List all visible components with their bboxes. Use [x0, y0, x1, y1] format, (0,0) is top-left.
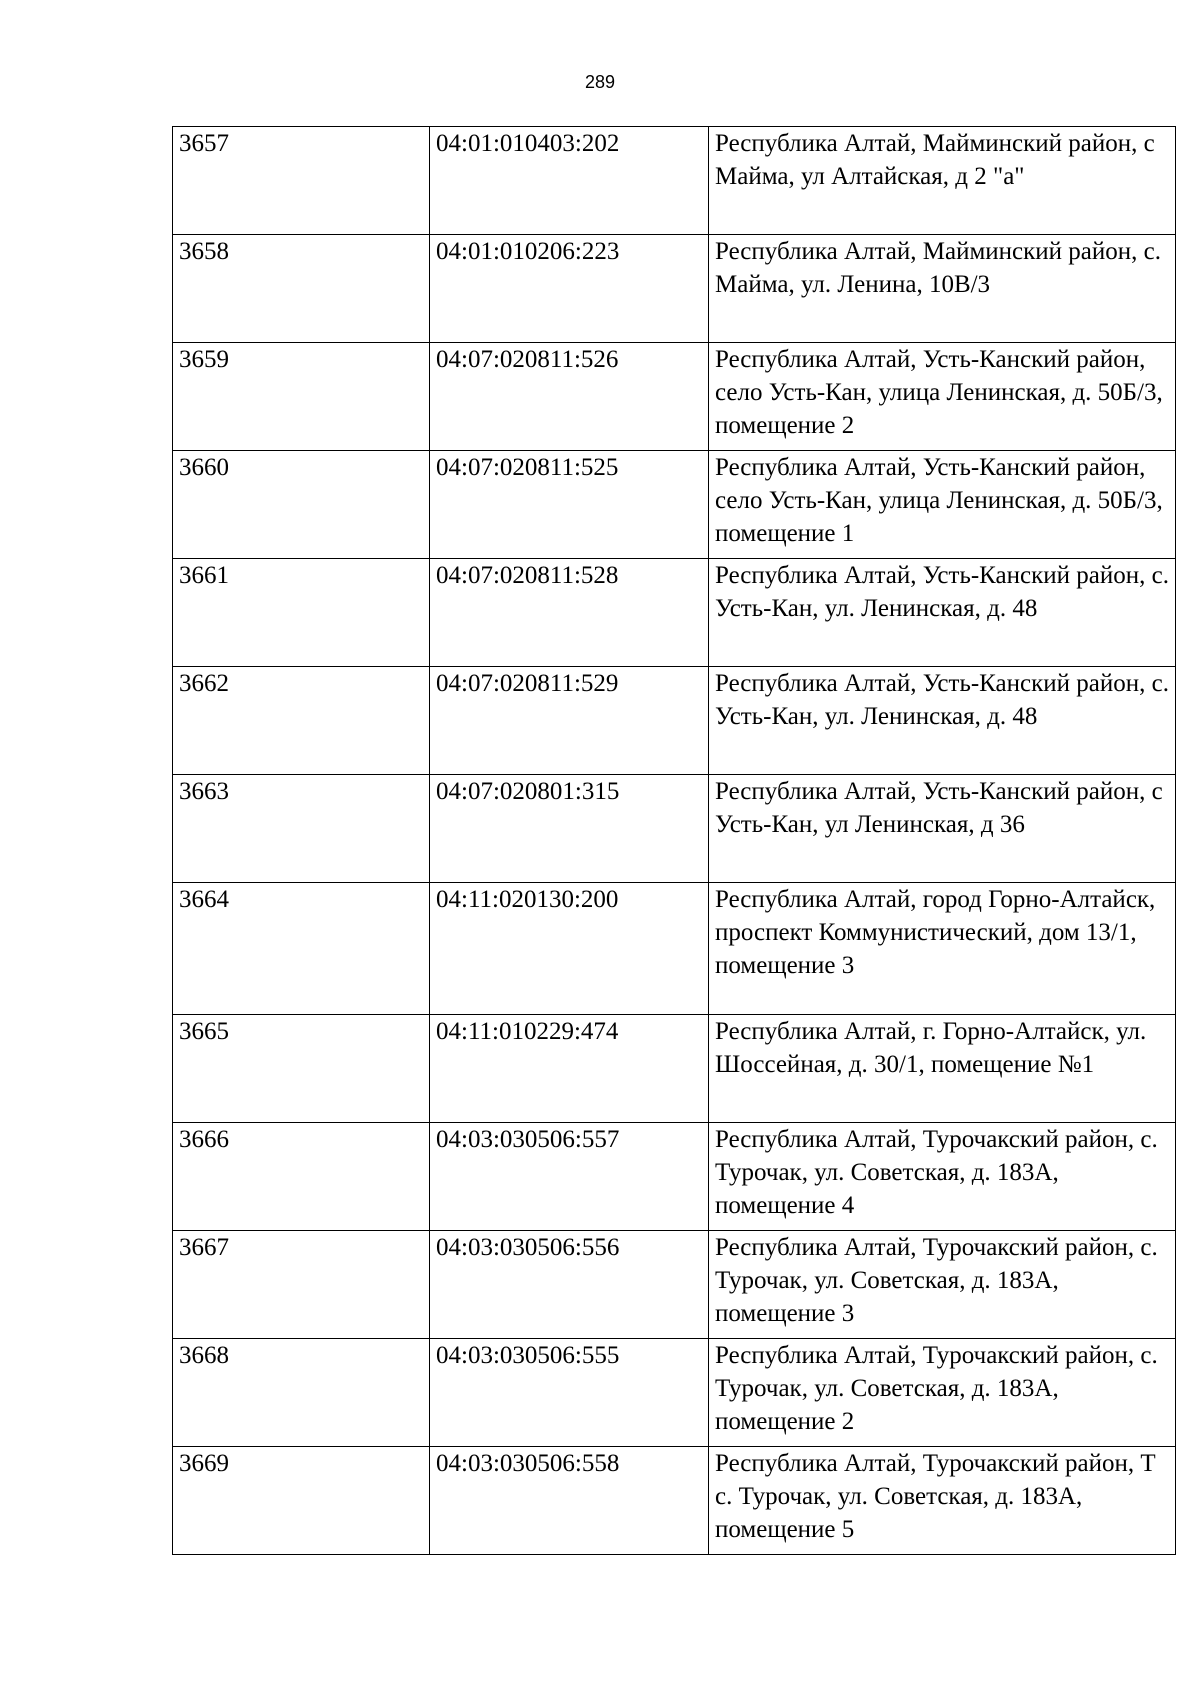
row-number: 3657 [173, 127, 430, 235]
address: Республика Алтай, Турочакский район, с. Турочак, ул. Советская, д. 183А, помещение 4 [709, 1123, 1176, 1231]
table-row [173, 1123, 1176, 1231]
row-number: 3668 [173, 1339, 430, 1447]
cadastral-number: 04:07:020811:529 [430, 667, 709, 775]
address: Республика Алтай, Усть-Канский район, село Усть-Кан, улица Ленинская, д. 50Б/3, помещение 2 [709, 343, 1176, 451]
table-row [173, 559, 1176, 667]
address: Республика Алтай, Усть-Канский район, с. Усть-Кан, ул. Ленинская, д. 48 [709, 667, 1176, 775]
cadastral-number: 04:11:010229:474 [430, 1015, 709, 1123]
cadastral-number: 04:01:010403:202 [430, 127, 709, 235]
table-row [173, 1231, 1176, 1339]
table-row [173, 1015, 1176, 1123]
row-number: 3662 [173, 667, 430, 775]
address: Республика Алтай, Усть-Канский район, с. Усть-Кан, ул. Ленинская, д. 48 [709, 559, 1176, 667]
address: Республика Алтай, Турочакский район, Т с. Турочак, ул. Советская, д. 183А, помещение 5 [709, 1447, 1176, 1555]
property-registry-table [172, 126, 1176, 1555]
row-number: 3658 [173, 235, 430, 343]
address: Республика Алтай, Усть-Канский район, с Усть-Кан, ул Ленинская, д 36 [709, 775, 1176, 883]
table-row [173, 883, 1176, 1015]
address: Республика Алтай, город Горно-Алтайск, проспект Коммунистический, дом 13/1, помещение 3 [709, 883, 1176, 1015]
address: Республика Алтай, Турочакский район, с. Турочак, ул. Советская, д. 183А, помещение 3 [709, 1231, 1176, 1339]
row-number: 3661 [173, 559, 430, 667]
page-number: 289 [584, 72, 616, 92]
table-row [173, 127, 1176, 235]
row-number: 3667 [173, 1231, 430, 1339]
row-number: 3660 [173, 451, 430, 559]
address: Республика Алтай, г. Горно-Алтайск, ул. Шоссейная, д. 30/1, помещение №1 [709, 1015, 1176, 1123]
row-number: 3663 [173, 775, 430, 883]
table-row [173, 235, 1176, 343]
row-number: 3664 [173, 883, 430, 1015]
table-row [173, 1447, 1176, 1555]
cadastral-number: 04:03:030506:555 [430, 1339, 709, 1447]
cadastral-number: 04:07:020801:315 [430, 775, 709, 883]
address: Республика Алтай, Турочакский район, с. Турочак, ул. Советская, д. 183А, помещение 2 [709, 1339, 1176, 1447]
row-number: 3666 [173, 1123, 430, 1231]
address: Республика Алтай, Майминский район, с Майма, ул Алтайская, д 2 "а" [709, 127, 1176, 235]
cadastral-number: 04:07:020811:525 [430, 451, 709, 559]
cadastral-number: 04:07:020811:526 [430, 343, 709, 451]
table-row [173, 1339, 1176, 1447]
cadastral-number: 04:07:020811:528 [430, 559, 709, 667]
cadastral-number: 04:03:030506:556 [430, 1231, 709, 1339]
row-number: 3659 [173, 343, 430, 451]
cadastral-number: 04:01:010206:223 [430, 235, 709, 343]
table-row [173, 667, 1176, 775]
row-number: 3669 [173, 1447, 430, 1555]
address: Республика Алтай, Усть-Канский район, село Усть-Кан, улица Ленинская, д. 50Б/3, помещение 1 [709, 451, 1176, 559]
table-row [173, 451, 1176, 559]
table-row [173, 775, 1176, 883]
cadastral-number: 04:03:030506:557 [430, 1123, 709, 1231]
table-row [173, 343, 1176, 451]
cadastral-number: 04:11:020130:200 [430, 883, 709, 1015]
cadastral-number: 04:03:030506:558 [430, 1447, 709, 1555]
address: Республика Алтай, Майминский район, с. Майма, ул. Ленина, 10В/3 [709, 235, 1176, 343]
row-number: 3665 [173, 1015, 430, 1123]
